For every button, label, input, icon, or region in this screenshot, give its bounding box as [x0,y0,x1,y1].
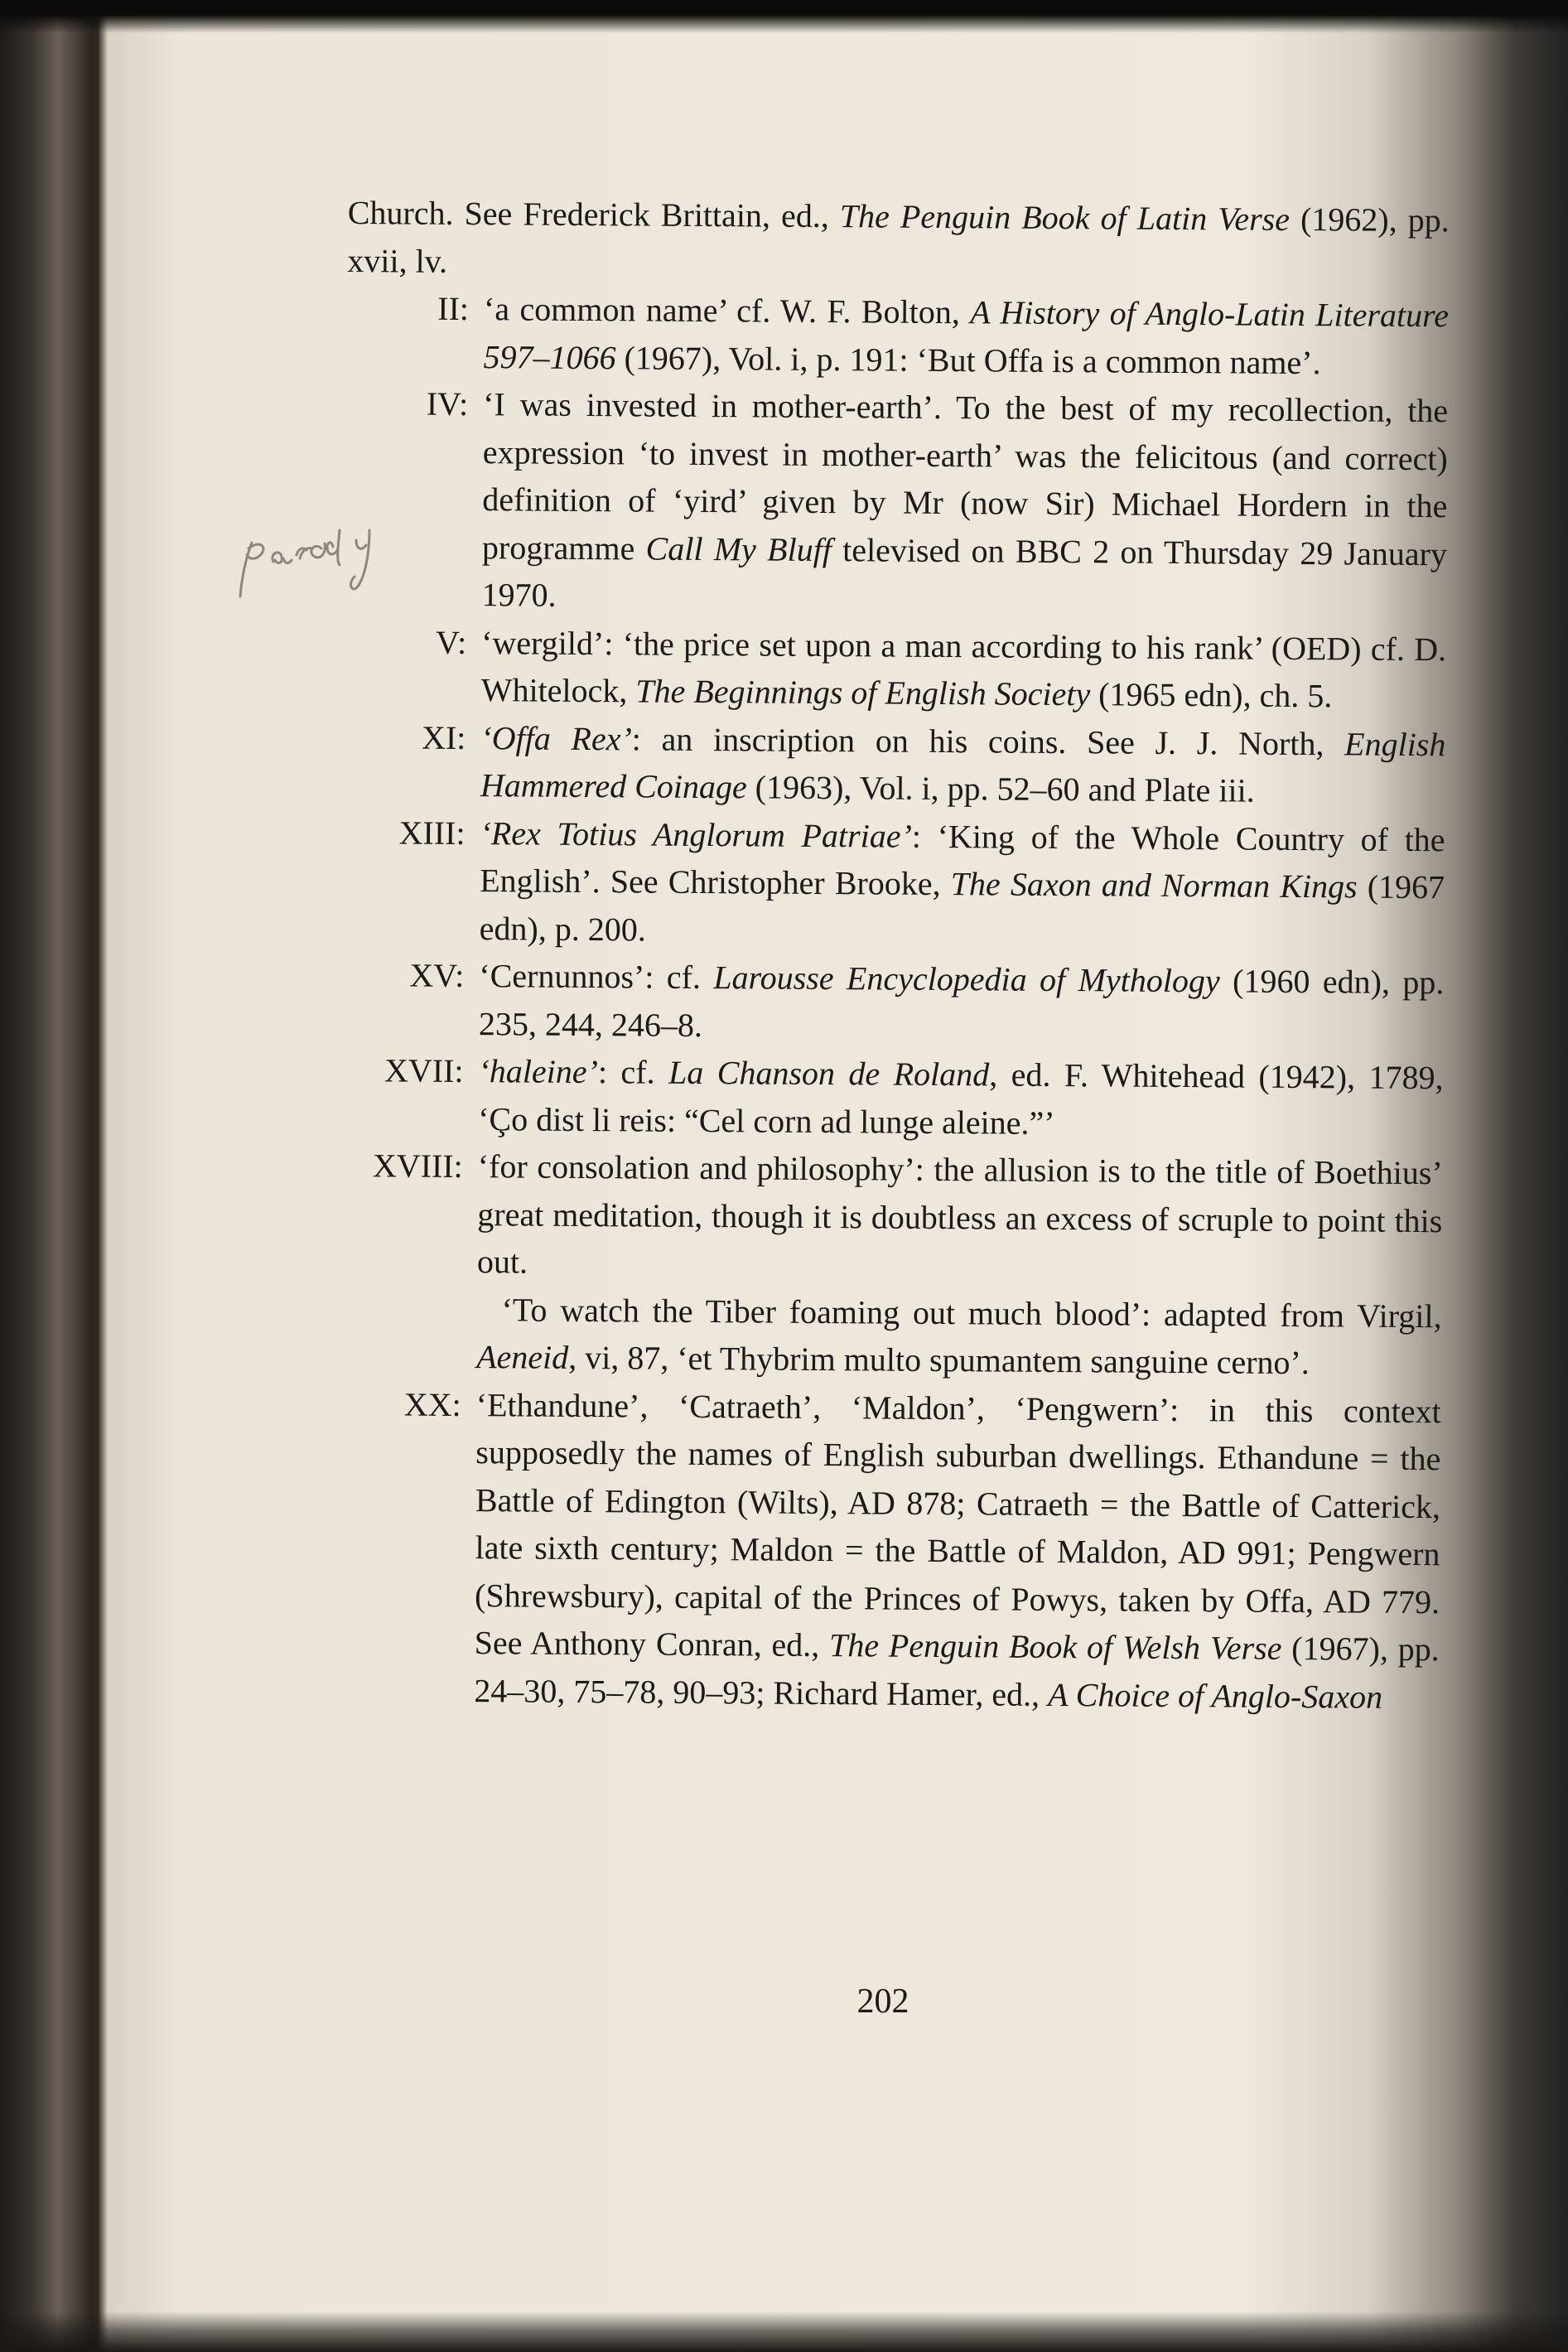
note-text: ‘a common name’ cf. W. F. Bolton, [483,290,971,331]
note-text: , vi, 87, ‘et Thybrim multo spumantem sanguine cerno’. [568,1338,1310,1382]
note-entry [337,1379,1441,1721]
note-number: XVII: [384,1051,464,1089]
note-italic-text: ‘Rex Totius Anglorum Patriae’ [480,814,913,855]
note-body [478,1047,1444,1149]
note-text: (1967), pp. 24–30, 75–78, 90–93; Richard Hamer, ed., [474,1629,1440,1713]
note-text: ‘for consolation and philosophy’: the allusion is to the title of Boethius’ great meditation, though it is doubtless an excess of scruple to point this out. [476,1147,1443,1281]
note-body [474,1381,1441,1722]
note-text: (1960 edn), pp. 235, 244, 246–8. [478,962,1445,1044]
bottom-edge-shadow [0,2311,1568,2352]
note-entry [344,712,1446,815]
note-number: IV: [426,384,469,423]
note-italic-text: Call My Bluff [645,529,832,568]
note-number: XVIII: [372,1147,463,1185]
note-text: ‘To watch the Tiber foaming out much blood’: adapted from Virgil, [501,1290,1442,1335]
note-text: (1963), Vol. i, pp. 52–60 and Plate iii. [746,768,1255,809]
note-body [480,809,1445,959]
note-body [481,619,1447,721]
top-edge-shadow [0,0,1568,33]
note-text: , ed. F. Whitehead (1942), 1789, ‘Ço dist li reis: “Cel corn ad lunge aleine.”’ [478,1055,1444,1142]
note-entry [345,379,1448,625]
note-italic-text: Larousse Encyclopedia of Mythology [713,959,1220,1000]
note-italic-text: ‘Offa Rex’ [480,718,632,757]
note-text: : an inscription on his coins. See J. J. North, [631,719,1345,762]
note-entry [341,1046,1444,1149]
note-body [481,380,1448,625]
page-number: 202 [856,1983,909,2021]
note-body [477,1142,1443,1292]
note-entry [343,808,1445,959]
note-italic-text: La Chanson de Roland [668,1053,990,1094]
opening-text: Church. See Frederick Brittain, ed., [347,193,841,235]
notes-list [337,284,1449,1721]
note-text: ‘wergild’: ‘the price set upon a man according to his rank’ (OED) cf. D. Whitelock, [480,623,1447,710]
note-italic-text: A Choice of Anglo-Saxon [1047,1675,1383,1716]
note-text: ‘Ethandune’, ‘Catraeth’, ‘Maldon’, ‘Pengwern’: in this context supposedly the names of English suburban dwellings. Ethandune = the Battle of Edington (Wilts), AD 878; Catraeth = the Battle of Catterick, late sixth century; Maldon = the Battle of Maldon, AD 991; Pengwern (Shrewsbury), capital of the Princes of Powys, taken by Offa, AD 779. See Anthony Conran, ed., [474,1385,1441,1664]
note-body [479,952,1445,1054]
note-text: (1967), Vol. i, p. 191: ‘But Offa is a common name’. [615,338,1321,381]
note-body [480,714,1446,816]
note-italic-text: The Saxon and Norman Kings [950,865,1358,906]
note-text: : cf. [597,1053,669,1091]
notes-text [337,189,1450,1721]
note-italic-text: English Hammered Coinage [480,724,1446,806]
note-number: XI: [421,718,466,756]
opening-book-title: The Penguin Book of Latin Verse [839,197,1291,238]
note-text: (1967 edn), p. 200. [479,867,1445,949]
note-italic-text: A History of Anglo-Latin Literature 597–1066 [483,293,1450,376]
note-entry [342,951,1445,1054]
note-italic-text: The Penguin Book of Welsh Verse [828,1626,1282,1667]
note-text: ‘Cernunnos’: cf. [479,957,714,997]
note-body [483,285,1449,387]
note-number: II: [437,289,470,328]
note-number: V: [435,623,467,661]
note-text: : ‘King of the Whole Country of the English’. See Christopher Brooke, [480,817,1445,903]
note-italic-text: Aeneid [476,1338,569,1376]
note-entry [346,284,1449,387]
note-text: televised on BBC 2 on Thursday 29 January 1970. [481,530,1448,614]
note-entry [340,1142,1443,1292]
note-italic-text: The Beginnings of English Society [635,672,1091,713]
note-number: XV: [409,956,465,995]
opening-text-end: (1962), pp. xvii, lv. [347,200,1450,280]
note-entry [345,617,1447,720]
note-italic-text: ‘haleine’ [478,1052,599,1091]
note-continuation [340,1284,1442,1387]
note-text: ‘I was invested in mother-earth’. To the best of my recollection, the expression ‘to invest in mother-earth’ was the felicitous (and correct) definition of ‘yird’ given by Mr (now Sir) Michael Hordern in the programme [481,385,1449,567]
opening-paragraph [347,189,1450,292]
note-continuation-body [476,1286,1442,1388]
note-text: (1965 edn), ch. 5. [1090,675,1333,715]
note-number: XIII: [398,813,466,852]
note-number: XX: [403,1385,461,1423]
